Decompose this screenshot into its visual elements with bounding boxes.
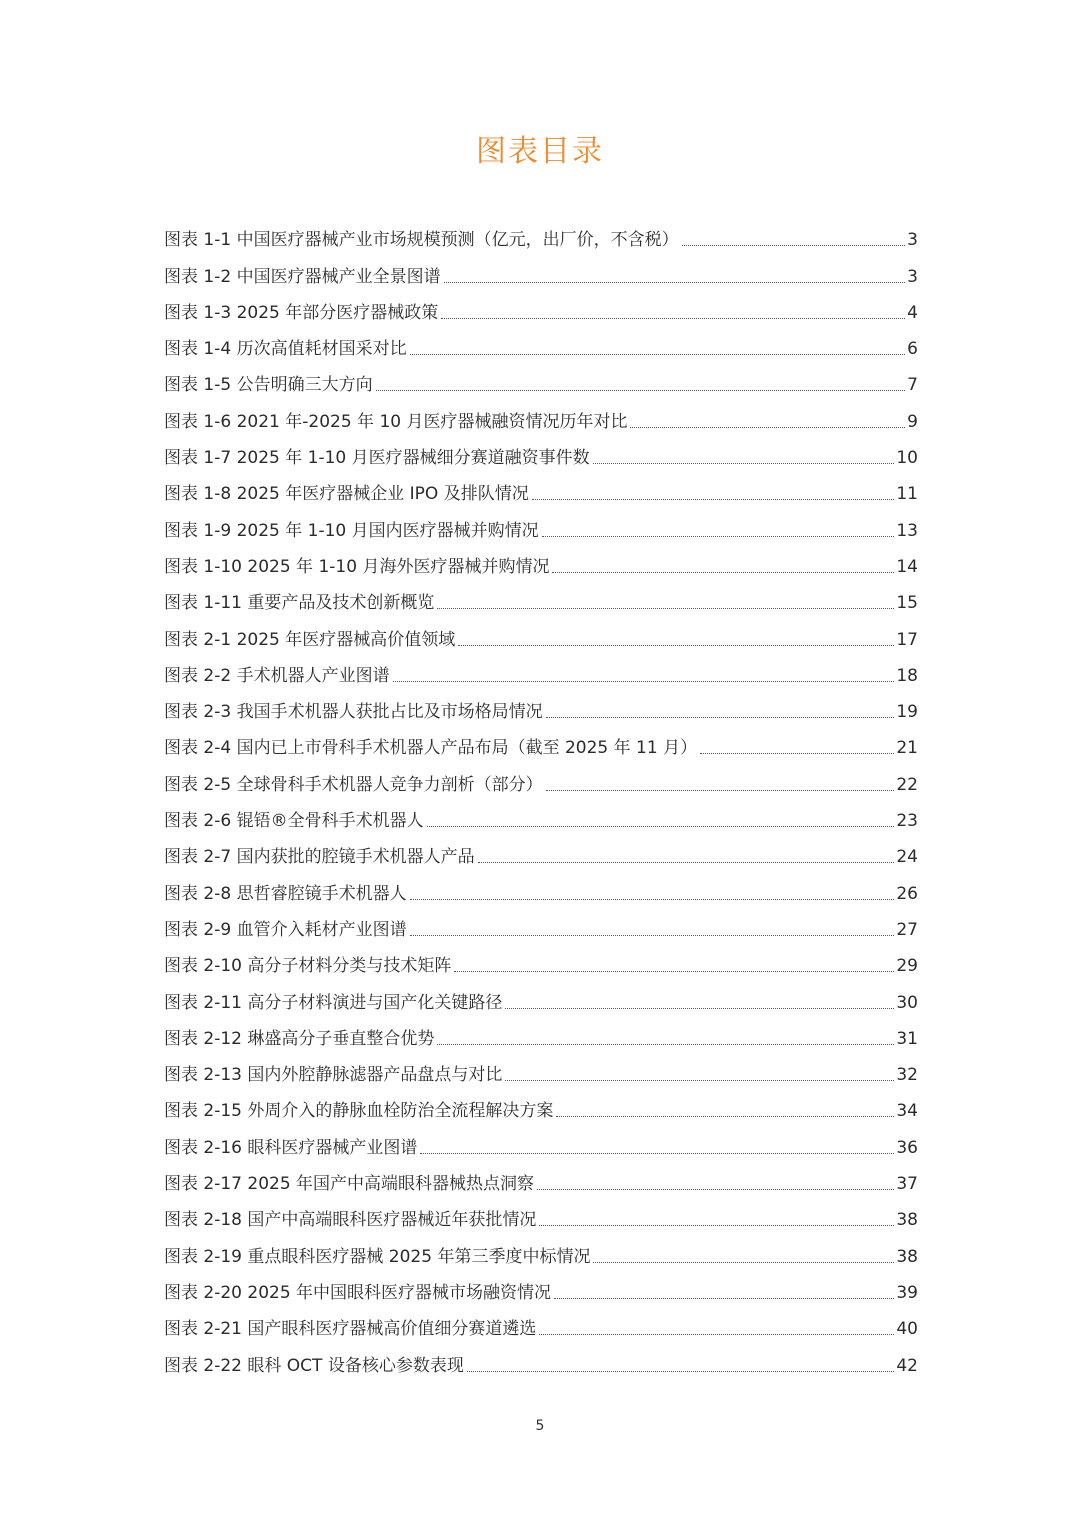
toc-entry[interactable] <box>164 1268 918 1304</box>
toc-entry-page: 38 <box>896 1246 918 1267</box>
dot-leader <box>556 1116 894 1117</box>
dot-leader <box>427 826 895 827</box>
toc-entry-page: 32 <box>896 1065 918 1086</box>
dot-leader <box>552 572 894 573</box>
toc-entry-page: 6 <box>907 339 918 360</box>
toc-entry-label: 图表 2-15 外周介入的静脉血栓防治全流程解决方案 <box>164 1101 554 1122</box>
toc-entry-label: 图表 1-8 2025 年医疗器械企业 IPO 及排队情况 <box>164 484 529 505</box>
toc-entry-page: 3 <box>907 266 918 287</box>
dot-leader <box>593 1262 894 1263</box>
toc-entry[interactable] <box>164 360 918 396</box>
toc-entry-label: 图表 2-3 我国手术机器人获批占比及市场格局情况 <box>164 702 543 723</box>
toc-entry-page: 21 <box>896 738 918 759</box>
dot-leader <box>467 1371 895 1372</box>
toc-entry-page: 42 <box>896 1355 918 1376</box>
dot-leader <box>376 390 906 391</box>
toc-entry-label: 图表 2-8 思哲睿腔镜手术机器人 <box>164 883 407 904</box>
dot-leader <box>593 463 895 464</box>
toc-entry-label: 图表 1-9 2025 年 1-10 月国内医疗器械并购情况 <box>164 520 539 541</box>
toc-entry[interactable] <box>164 977 918 1013</box>
toc-entry-label: 图表 2-18 国产中高端眼科医疗器械近年获批情况 <box>164 1210 537 1231</box>
toc-entry-page: 7 <box>907 375 918 396</box>
toc-entry[interactable] <box>164 542 918 578</box>
toc-entry-label: 图表 1-6 2021 年-2025 年 10 月医疗器械融资情况历年对比 <box>164 411 628 432</box>
toc-entry-label: 图表 2-5 全球骨科手术机器人竞争力剖析（部分） <box>164 774 543 795</box>
toc-entry-label: 图表 1-4 历次高值耗材国采对比 <box>164 339 407 360</box>
dot-leader <box>700 753 894 754</box>
dot-leader <box>454 971 894 972</box>
toc-entry[interactable] <box>164 324 918 360</box>
toc-entry-label: 图表 2-6 锟铻®全骨科手术机器人 <box>164 811 424 832</box>
toc-entry[interactable] <box>164 215 918 251</box>
toc-entry[interactable] <box>164 832 918 868</box>
toc-entry[interactable] <box>164 288 918 324</box>
toc-entry[interactable] <box>164 578 918 614</box>
page-number: 5 <box>535 1418 545 1434</box>
dot-leader <box>478 862 895 863</box>
dot-leader <box>537 1189 894 1190</box>
toc-entry[interactable] <box>164 796 918 832</box>
toc-entry-page: 27 <box>896 919 918 940</box>
dot-leader <box>554 1298 894 1299</box>
toc-entry-page: 26 <box>896 883 918 904</box>
toc-entry-page: 15 <box>896 593 918 614</box>
dot-leader <box>532 499 895 500</box>
dot-leader <box>410 354 906 355</box>
dot-leader <box>505 1008 894 1009</box>
dot-leader <box>505 1080 894 1081</box>
toc-entry-label: 图表 2-13 国内外腔静脉滤器产品盘点与对比 <box>164 1065 503 1086</box>
toc-entry-page: 13 <box>896 520 918 541</box>
toc-entry-page: 3 <box>907 230 918 251</box>
dot-leader <box>437 1044 894 1045</box>
toc-entry-label: 图表 2-7 国内获批的腔镜手术机器人产品 <box>164 847 475 868</box>
toc-entry-page: 22 <box>896 774 918 795</box>
toc-entry[interactable] <box>164 251 918 287</box>
toc-entry-label: 图表 1-2 中国医疗器械产业全景图谱 <box>164 266 441 287</box>
dot-leader <box>630 427 905 428</box>
dot-leader <box>441 318 905 319</box>
toc-entry-label: 图表 1-3 2025 年部分医疗器械政策 <box>164 302 439 323</box>
toc-entry-page: 30 <box>896 992 918 1013</box>
toc-entry[interactable] <box>164 1231 918 1267</box>
toc-entry-page: 38 <box>896 1210 918 1231</box>
toc-entry[interactable] <box>164 1122 918 1158</box>
toc-entry-label: 图表 2-19 重点眼科医疗器械 2025 年第三季度中标情况 <box>164 1246 591 1267</box>
toc-entry-label: 图表 2-9 血管介入耗材产业图谱 <box>164 919 407 940</box>
toc-entry-label: 图表 1-10 2025 年 1-10 月海外医疗器械并购情况 <box>164 556 550 577</box>
toc-entry-label: 图表 2-10 高分子材料分类与技术矩阵 <box>164 956 452 977</box>
toc-entry-page: 34 <box>896 1101 918 1122</box>
toc-entry-label: 图表 1-1 中国医疗器械产业市场规模预测（亿元，出厂价，不含税） <box>164 230 679 251</box>
toc-entry-page: 31 <box>896 1028 918 1049</box>
toc-entry-page: 24 <box>896 847 918 868</box>
dot-leader <box>539 1334 894 1335</box>
dot-leader <box>539 1225 894 1226</box>
dot-leader <box>542 536 895 537</box>
toc-entry-label: 图表 2-4 国内已上市骨科手术机器人产品布局（截至 2025 年 11 月） <box>164 738 698 759</box>
toc-entry[interactable] <box>164 1159 918 1195</box>
dot-leader <box>546 717 895 718</box>
toc-entry[interactable] <box>164 469 918 505</box>
toc-entry-page: 17 <box>896 629 918 650</box>
toc-entry[interactable] <box>164 941 918 977</box>
dot-leader <box>410 899 895 900</box>
toc-entry[interactable] <box>164 614 918 650</box>
toc-entry-page: 18 <box>896 665 918 686</box>
toc-entry[interactable] <box>164 723 918 759</box>
toc-entry[interactable] <box>164 905 918 941</box>
toc-entry-label: 图表 2-22 眼科 OCT 设备核心参数表现 <box>164 1355 464 1376</box>
toc-entry-page: 4 <box>907 302 918 323</box>
toc-entry-page: 11 <box>896 484 918 505</box>
figure-list <box>164 215 918 1377</box>
dot-leader <box>444 282 906 283</box>
dot-leader <box>458 645 894 646</box>
toc-entry[interactable] <box>164 505 918 541</box>
toc-entry-label: 图表 2-12 琳盛高分子垂直整合优势 <box>164 1028 435 1049</box>
toc-entry-label: 图表 1-11 重要产品及技术创新概览 <box>164 593 435 614</box>
dot-leader <box>546 790 895 791</box>
toc-entry-label: 图表 2-16 眼科医疗器械产业图谱 <box>164 1137 418 1158</box>
toc-entry-page: 39 <box>896 1282 918 1303</box>
toc-entry-page: 36 <box>896 1137 918 1158</box>
toc-entry-page: 9 <box>907 411 918 432</box>
toc-entry[interactable] <box>164 1195 918 1231</box>
toc-entry[interactable] <box>164 1304 918 1340</box>
toc-entry-label: 图表 2-21 国产眼科医疗器械高价值细分赛道遴选 <box>164 1319 537 1340</box>
dot-leader <box>437 608 894 609</box>
dot-leader <box>410 935 895 936</box>
toc-entry[interactable] <box>164 1340 918 1376</box>
toc-entry[interactable] <box>164 1014 918 1050</box>
toc-entry[interactable] <box>164 1050 918 1086</box>
dot-leader <box>393 681 895 682</box>
toc-entry-page: 40 <box>896 1319 918 1340</box>
page-title: 图表目录 <box>476 134 604 169</box>
toc-entry-page: 14 <box>896 556 918 577</box>
dot-leader <box>682 245 906 246</box>
toc-entry[interactable] <box>164 759 918 795</box>
toc-entry-label: 图表 2-1 2025 年医疗器械高价值领域 <box>164 629 456 650</box>
toc-entry[interactable] <box>164 651 918 687</box>
toc-entry[interactable] <box>164 868 918 904</box>
toc-entry[interactable] <box>164 396 918 432</box>
toc-entry[interactable] <box>164 433 918 469</box>
dot-leader <box>420 1153 894 1154</box>
toc-entry-label: 图表 2-17 2025 年国产中高端眼科器械热点洞察 <box>164 1174 535 1195</box>
toc-entry-label: 图表 1-7 2025 年 1-10 月医疗器械细分赛道融资事件数 <box>164 448 590 469</box>
toc-entry-page: 37 <box>896 1174 918 1195</box>
toc-entry-label: 图表 1-5 公告明确三大方向 <box>164 375 373 396</box>
toc-entry-page: 29 <box>896 956 918 977</box>
toc-entry-page: 23 <box>896 811 918 832</box>
toc-entry-page: 19 <box>896 702 918 723</box>
toc-entry-label: 图表 2-20 2025 年中国眼科医疗器械市场融资情况 <box>164 1282 552 1303</box>
toc-entry[interactable] <box>164 687 918 723</box>
toc-entry-label: 图表 2-2 手术机器人产业图谱 <box>164 665 390 686</box>
toc-entry-label: 图表 2-11 高分子材料演进与国产化关键路径 <box>164 992 503 1013</box>
toc-entry[interactable] <box>164 1086 918 1122</box>
toc-entry-page: 10 <box>896 448 918 469</box>
